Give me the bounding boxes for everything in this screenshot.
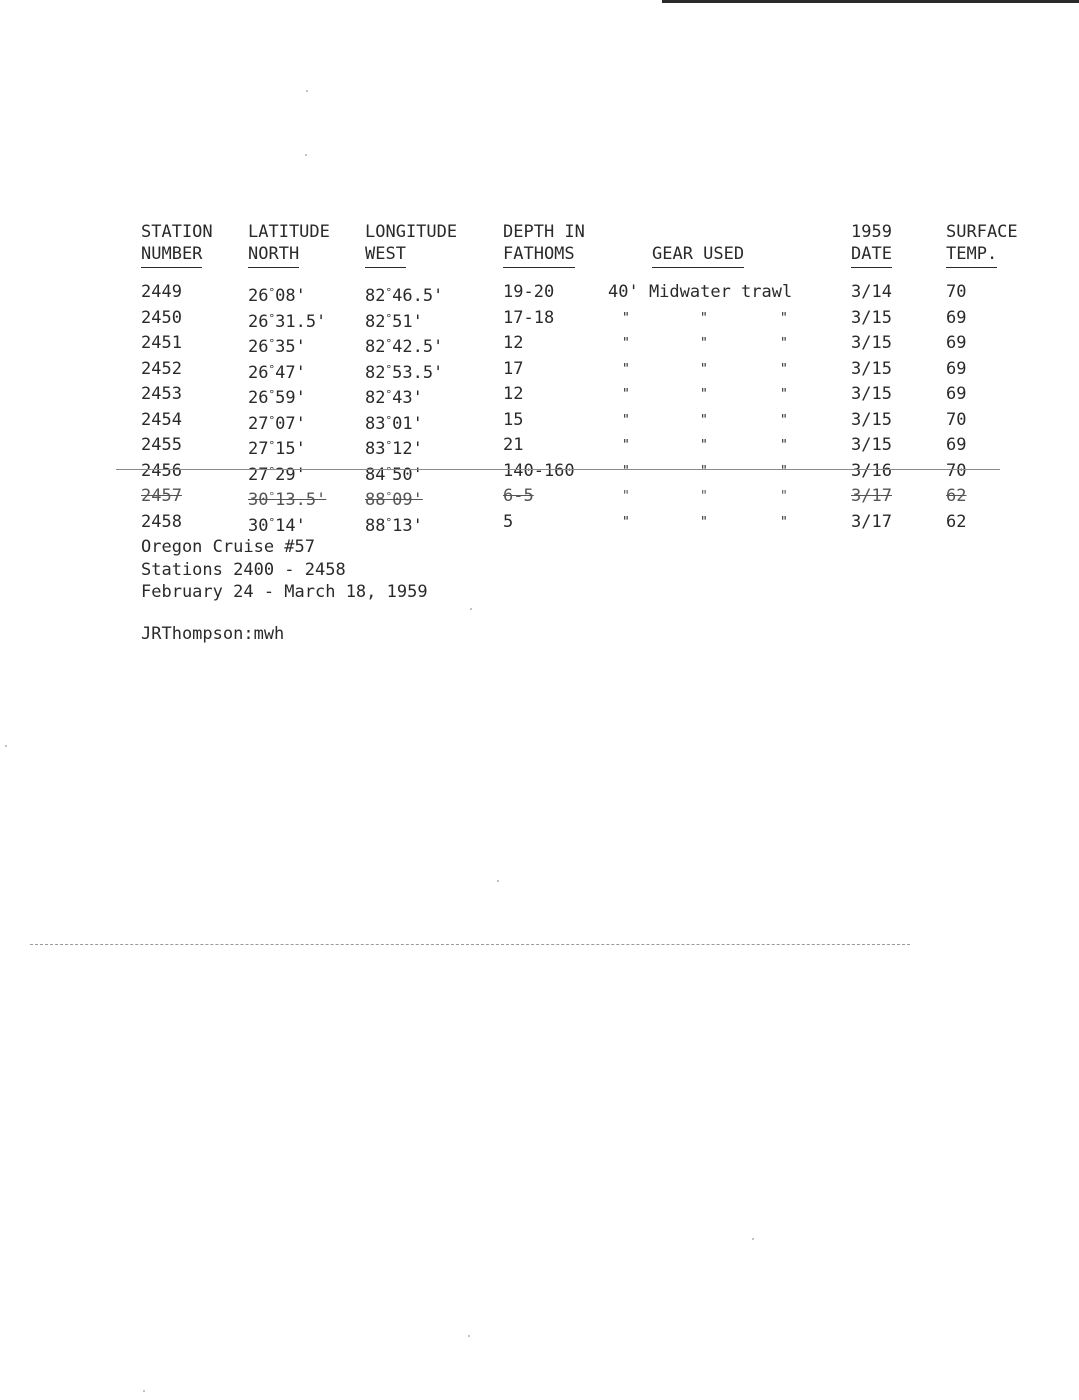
col-header-longitude <box>365 222 503 268</box>
cell-temp: 62 <box>946 511 967 532</box>
col-header-line2: DATE <box>851 244 892 269</box>
cell-temp: 70 <box>946 282 967 302</box>
cell-gear <box>622 308 851 334</box>
degree-mark: ° <box>385 413 393 427</box>
ditto-mark: " <box>780 336 788 351</box>
cell-longitude: 82°46.5' <box>365 286 444 306</box>
header-gap-cell <box>141 268 1026 282</box>
col-header-line1: LATITUDE <box>248 222 330 242</box>
cell-station: 2451 <box>141 333 182 353</box>
cell-depth: 17-18 <box>503 307 555 328</box>
cell-temp: 69 <box>946 307 967 328</box>
ditto-mark: " <box>700 387 708 402</box>
top-edge-rule <box>662 0 1079 3</box>
cell-depth: 140-160 <box>503 460 575 481</box>
table-row <box>141 308 1026 334</box>
col-header-line2: FATHOMS <box>503 244 575 269</box>
col-header-temp <box>946 222 1026 268</box>
degree-mark: ° <box>268 286 276 299</box>
cell-latitude: 30°13.5' <box>248 490 327 510</box>
cell-gear <box>622 461 851 487</box>
degree-mark: ° <box>268 439 276 452</box>
cell-station: 2452 <box>141 358 182 379</box>
degree-mark: ° <box>385 311 393 325</box>
cell-station: 2458 <box>141 511 182 532</box>
table-row <box>141 333 1026 359</box>
cell-gear <box>622 486 851 512</box>
cell-date: 3/15 <box>851 384 892 404</box>
cell-station: 2455 <box>141 435 182 455</box>
cell-longitude: 83°01' <box>365 413 423 434</box>
cell-station: 2453 <box>141 384 182 404</box>
scan-speck <box>752 1238 754 1240</box>
scan-speck <box>306 90 308 92</box>
ditto-mark: " <box>622 489 630 504</box>
degree-mark: ° <box>268 490 276 503</box>
col-header-line1: STATION <box>141 222 213 242</box>
table-row <box>141 461 1026 487</box>
cell-longitude: 88°13' <box>365 515 423 536</box>
degree-mark: ° <box>268 311 276 325</box>
table-row <box>141 410 1026 436</box>
table-row <box>141 282 1026 308</box>
ditto-mark: " <box>780 463 788 479</box>
header-row <box>141 222 1026 268</box>
ditto-mark: " <box>780 412 788 428</box>
ditto-mark: " <box>780 514 788 530</box>
ditto-mark: " <box>700 463 708 479</box>
cell-temp: 62 <box>946 486 967 506</box>
station-range: Stations 2400 - 2458 <box>141 559 346 580</box>
degree-mark: ° <box>268 388 276 401</box>
degree-mark: ° <box>268 464 276 478</box>
station-table <box>141 222 1026 537</box>
ditto-mark: " <box>622 336 630 351</box>
ditto-mark: " <box>700 514 708 530</box>
cell-station: 2450 <box>141 307 182 328</box>
ditto-mark: " <box>622 514 630 530</box>
cell-station: 2457 <box>141 486 182 506</box>
header-gap <box>141 268 1026 282</box>
cell-gear <box>608 282 851 308</box>
col-header-line2: NUMBER <box>141 244 202 269</box>
cell-station: 2449 <box>141 282 182 302</box>
cell-temp: 69 <box>946 333 967 353</box>
cell-date: 3/17 <box>851 511 892 532</box>
cell-date: 3/15 <box>851 409 892 430</box>
cell-date: 3/14 <box>851 282 892 302</box>
cell-depth: 12 <box>503 333 524 353</box>
ditto-mark: " <box>622 361 630 377</box>
strike-through-line <box>116 469 1000 470</box>
col-header-date <box>851 222 946 268</box>
cell-date: 3/15 <box>851 358 892 379</box>
cell-longitude: 82°42.5' <box>365 337 444 357</box>
cell-depth: 5 <box>503 511 514 532</box>
col-header-station <box>141 222 248 268</box>
ditto-mark: " <box>622 387 630 402</box>
cell-longitude: 83°12' <box>365 439 423 459</box>
cell-latitude: 26°08' <box>248 286 306 306</box>
table-row <box>141 486 1026 512</box>
col-header-line2: GEAR USED <box>652 244 744 269</box>
cell-temp: 69 <box>946 435 967 455</box>
col-header-depth <box>503 222 622 268</box>
ditto-mark: " <box>780 438 788 453</box>
cell-gear <box>622 333 851 359</box>
cell-date: 3/17 <box>851 486 892 506</box>
ditto-mark: " <box>780 489 788 504</box>
cruise-dates: February 24 - March 18, 1959 <box>141 582 428 602</box>
scan-speck <box>468 1335 470 1337</box>
degree-mark: ° <box>385 388 393 401</box>
col-header-line2: TEMP. <box>946 244 997 269</box>
cell-gear <box>622 410 851 436</box>
ditto-mark: " <box>700 412 708 428</box>
cell-latitude: 26°47' <box>248 362 306 383</box>
ditto-mark: " <box>622 438 630 453</box>
degree-mark: ° <box>385 464 393 478</box>
col-header-latitude <box>248 222 365 268</box>
cell-station: 2456 <box>141 460 182 481</box>
cell-latitude: 26°35' <box>248 337 306 357</box>
cell-gear <box>622 512 851 538</box>
cruise-name: Oregon Cruise #57 <box>141 537 315 557</box>
ditto-mark: " <box>622 310 630 326</box>
cell-latitude: 26°31.5' <box>248 311 327 332</box>
scan-artifact-line <box>30 944 910 945</box>
col-header-gear <box>622 222 851 268</box>
table-row <box>141 512 1026 538</box>
cell-date: 3/16 <box>851 460 892 481</box>
degree-mark: ° <box>268 362 276 376</box>
col-header-line2: NORTH <box>248 244 299 269</box>
table-body <box>141 282 1026 537</box>
cruise-info <box>141 536 428 604</box>
scan-speck <box>143 1390 145 1392</box>
scan-speck <box>470 608 472 610</box>
cell-temp: 70 <box>946 409 967 430</box>
cell-latitude: 30°14' <box>248 515 306 536</box>
ditto-mark: " <box>700 361 708 377</box>
cell-gear <box>622 384 851 410</box>
table-row <box>141 359 1026 385</box>
degree-mark: ° <box>385 439 393 452</box>
scan-speck <box>305 154 307 156</box>
ditto-mark: " <box>780 361 788 377</box>
degree-mark: ° <box>268 515 276 529</box>
degree-mark: ° <box>385 515 393 529</box>
cell-longitude: 82°43' <box>365 388 423 408</box>
cell-longitude: 84°50' <box>365 464 423 485</box>
scan-speck <box>5 745 7 747</box>
table-row <box>141 384 1026 410</box>
cell-longitude: 82°53.5' <box>365 362 444 383</box>
cell-depth: 19-20 <box>503 282 555 302</box>
cell-latitude: 27°07' <box>248 413 306 434</box>
ditto-mark: " <box>622 463 630 479</box>
degree-mark: ° <box>385 286 393 299</box>
cell-temp: 69 <box>946 384 967 404</box>
cell-date: 3/15 <box>851 333 892 353</box>
cell-depth: 15 <box>503 409 524 430</box>
col-header-line1: 1959 <box>851 222 892 242</box>
col-header-line2: WEST <box>365 244 406 269</box>
cell-gear <box>622 359 851 385</box>
col-header-line1: SURFACE <box>946 222 1018 242</box>
cell-latitude: 27°15' <box>248 439 306 459</box>
cell-temp: 70 <box>946 460 967 481</box>
cell-longitude: 88°09' <box>365 490 423 510</box>
cell-date: 3/15 <box>851 307 892 328</box>
gear-text: 40' Midwater trawl <box>608 282 793 302</box>
table-row <box>141 435 1026 461</box>
cell-temp: 69 <box>946 358 967 379</box>
table-header <box>141 222 1026 282</box>
ditto-mark: " <box>700 336 708 351</box>
author-initials: JRThompson:mwh <box>141 624 285 644</box>
ditto-mark: " <box>700 310 708 326</box>
ditto-mark: " <box>780 310 788 326</box>
cell-latitude: 27°29' <box>248 464 306 485</box>
scan-speck <box>497 880 499 882</box>
degree-mark: ° <box>268 337 276 350</box>
cell-latitude: 26°59' <box>248 388 306 408</box>
cell-longitude: 82°51' <box>365 311 423 332</box>
degree-mark: ° <box>385 362 393 376</box>
cell-depth: 6-5 <box>503 486 534 506</box>
degree-mark: ° <box>385 337 393 350</box>
ditto-mark: " <box>700 438 708 453</box>
cell-station: 2454 <box>141 409 182 430</box>
ditto-mark: " <box>622 412 630 428</box>
cell-depth: 17 <box>503 358 524 379</box>
cell-depth: 21 <box>503 435 524 455</box>
col-header-line1: DEPTH IN <box>503 222 585 242</box>
degree-mark: ° <box>268 413 276 427</box>
col-header-line1: LONGITUDE <box>365 222 458 242</box>
cell-gear <box>622 435 851 461</box>
cell-date: 3/15 <box>851 435 892 455</box>
degree-mark: ° <box>385 490 393 503</box>
ditto-mark: " <box>700 489 708 504</box>
cell-depth: 12 <box>503 384 524 404</box>
ditto-mark: " <box>780 387 788 402</box>
